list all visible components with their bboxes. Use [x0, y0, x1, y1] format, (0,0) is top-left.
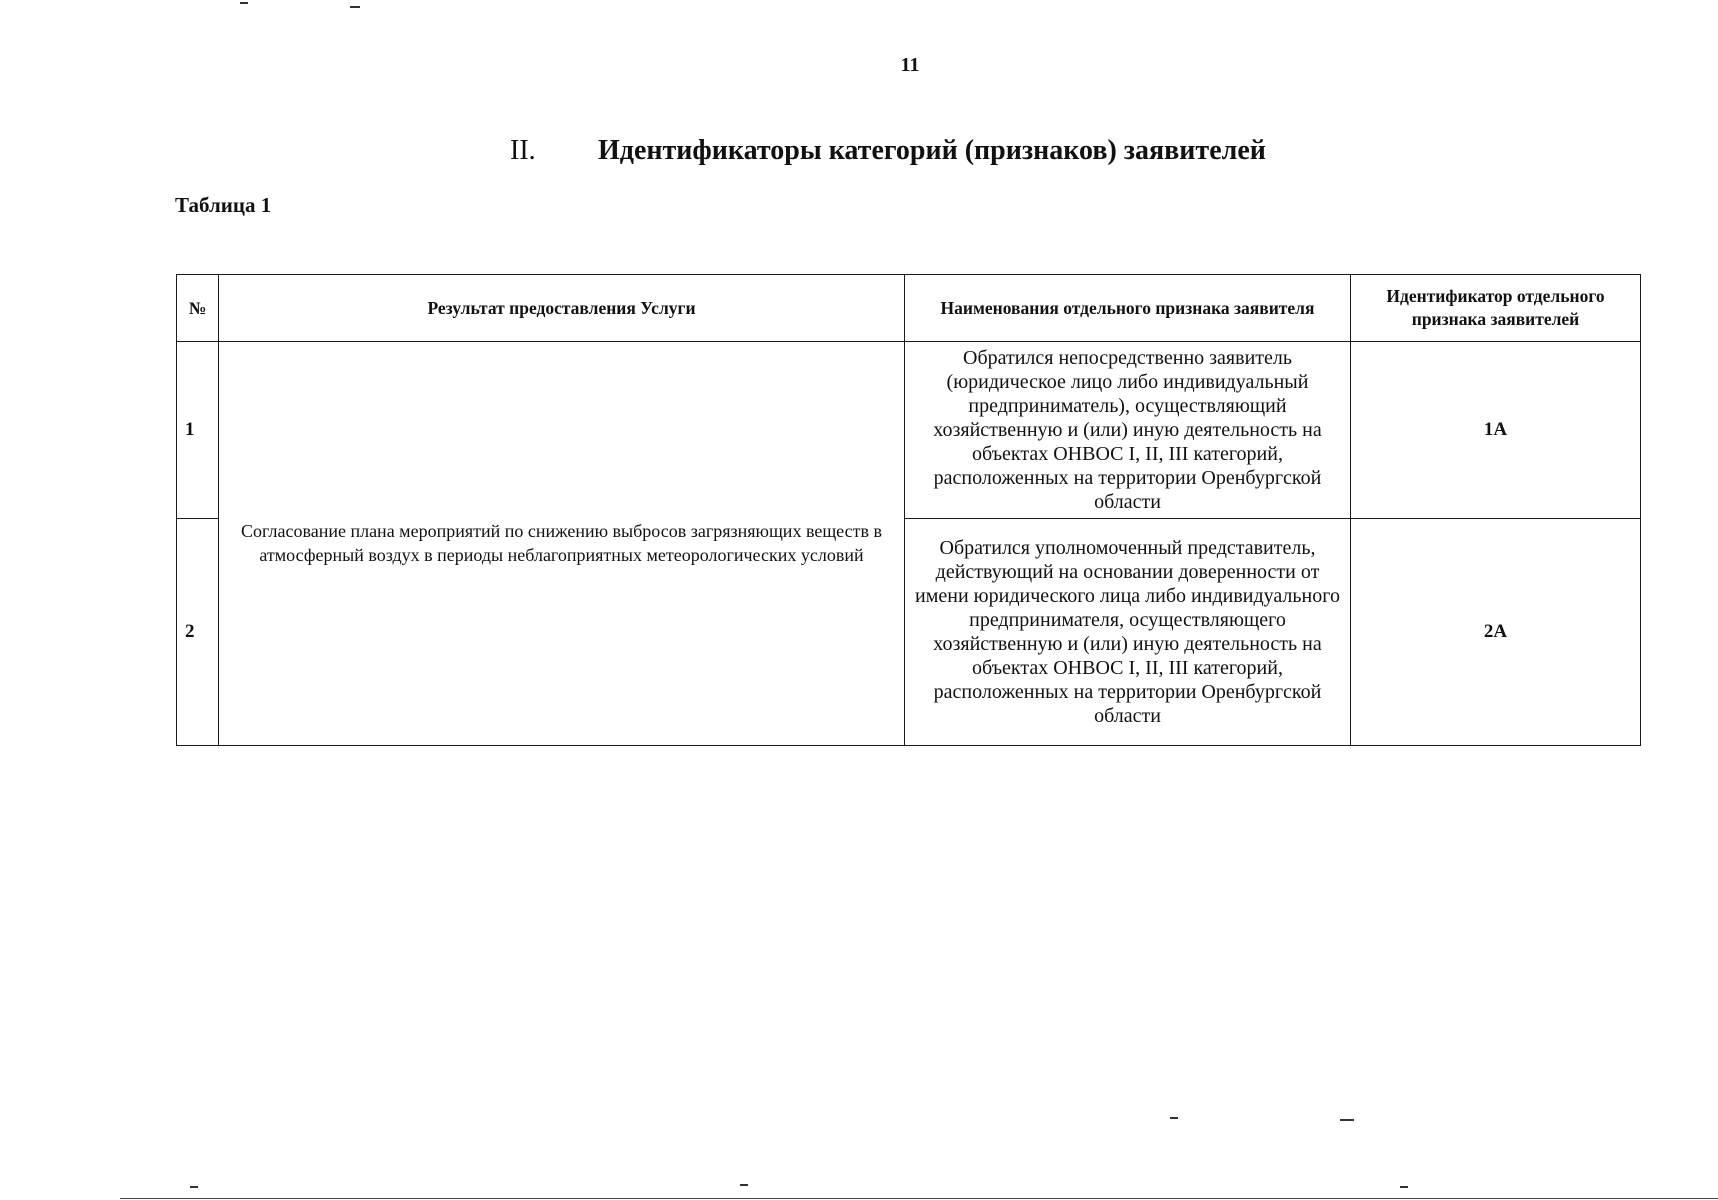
- table-row: [177, 342, 1641, 519]
- scan-artifact: [1340, 1119, 1354, 1121]
- feature-name: Обратился уполномоченный представитель, действующий на основании доверенности от имени юридического лица либо индивидуального предпринимателя, осуществляющего хозяйственную и (или) иную деятельность на объектах ОНВОС I, II, III категорий, расположенных на территории Оренбургской области: [905, 519, 1351, 746]
- feature-name: Обратился непосредственно заявитель (юридическое лицо либо индивидуальный предприниматель), осуществляющий хозяйственную и (или) иную деятельность на объектах ОНВОС I, II, III категорий, расположенных на территории Оренбургской области: [905, 342, 1351, 519]
- scan-edge-line: [120, 1198, 1718, 1199]
- section-title: Идентификаторы категорий (признаков) заявителей: [598, 135, 1266, 166]
- feature-id: 1А: [1351, 342, 1641, 519]
- table-header-row: [177, 275, 1641, 342]
- scan-artifact: [1170, 1117, 1178, 1119]
- header-feature-name: Наименования отдельного признака заявителя: [905, 275, 1351, 342]
- scan-artifact: [240, 2, 248, 4]
- header-number: №: [177, 275, 219, 342]
- row-number: 1: [177, 342, 219, 519]
- scan-artifact: [350, 6, 360, 8]
- scan-artifact: [190, 1186, 198, 1188]
- table-caption: Таблица 1: [175, 193, 272, 217]
- row-number: 2: [177, 519, 219, 746]
- section-number: II.: [510, 135, 536, 166]
- service-result: Согласование плана мероприятий по снижению выбросов загрязняющих веществ в атмосферный воздух в периоды неблагоприятных метеорологических условий: [219, 342, 905, 746]
- scan-artifact: [740, 1184, 748, 1186]
- feature-id: 2А: [1351, 519, 1641, 746]
- scan-artifact: [1400, 1186, 1408, 1188]
- section-heading: [510, 135, 1266, 167]
- header-result: Результат предоставления Услуги: [219, 275, 905, 342]
- page-number: 11: [900, 54, 920, 76]
- header-feature-id: Идентификатор отдельного признака заявителей: [1351, 275, 1641, 342]
- applicant-categories-table: [176, 274, 1641, 746]
